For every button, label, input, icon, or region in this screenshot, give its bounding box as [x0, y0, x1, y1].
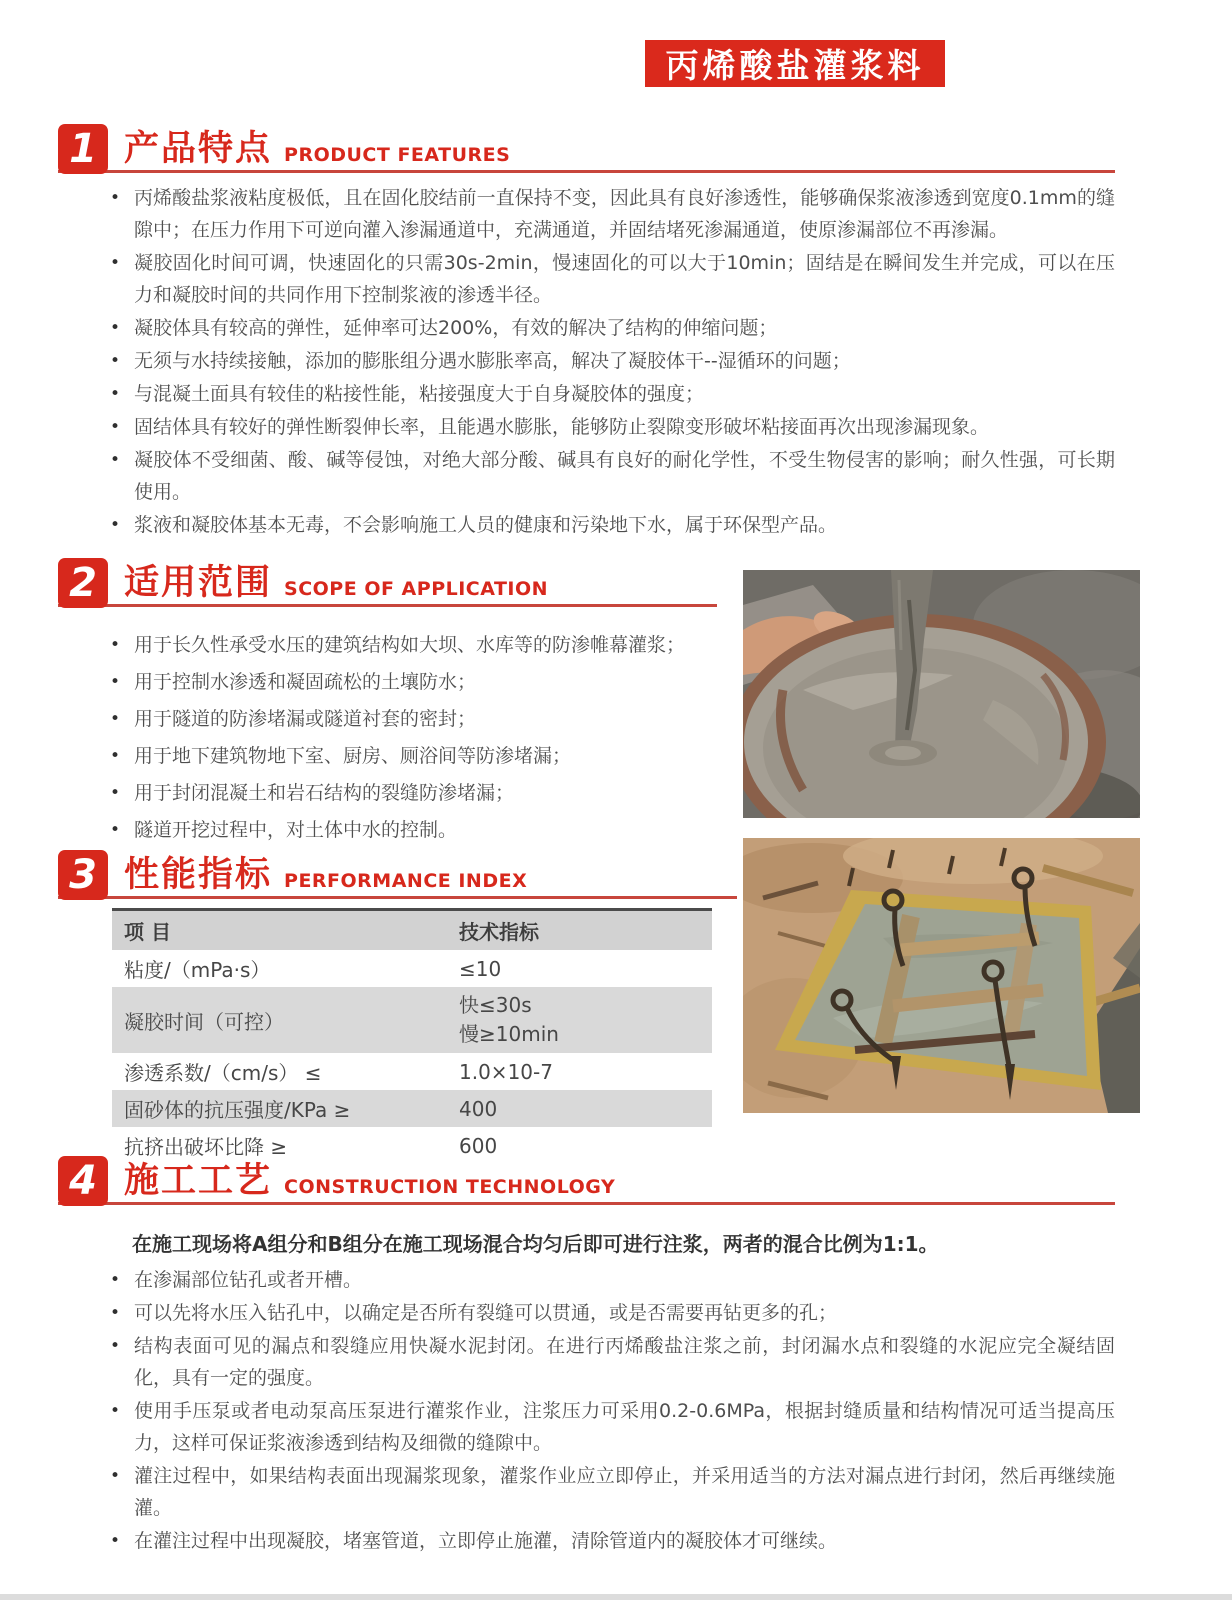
bullet-text: 固结体具有较好的弹性断裂伸长率，且能遇水膨胀，能够防止裂隙变形破坏粘接面再次出现渗漏现象。: [134, 416, 990, 438]
list-item: [110, 312, 1115, 344]
bullet-dot: •: [110, 709, 121, 729]
section-4-number-badge: 4: [58, 1156, 108, 1206]
list-item: [110, 411, 1115, 443]
cell-item: 凝胶时间（可控）: [124, 1009, 284, 1034]
section-2-number-badge: 2: [58, 558, 108, 608]
section-4-header: [58, 1156, 1115, 1205]
section-3-subtitle: PERFORMANCE INDEX: [284, 870, 528, 892]
cell-item: 抗挤出破坏比降 ≥: [124, 1135, 288, 1159]
cell-value: 600: [459, 1133, 498, 1158]
bullet-text: 凝胶固化时间可调，快速固化的只需30s-2min，慢速固化的可以大于10min；固结是在瞬间发生并完成，可以在压力和凝胶时间的共同作用下控制浆液的渗透半径。: [134, 252, 1115, 306]
bullet-dot: •: [110, 1531, 121, 1551]
cell-value: [447, 987, 712, 1053]
bullet-text: 凝胶体具有较高的弹性，延伸率可达200%，有效的解决了结构的伸缩问题；: [134, 317, 778, 339]
bullet-dot: •: [110, 1270, 121, 1290]
performance-table: [112, 908, 712, 1164]
cell-value-line: 快≤30s: [459, 993, 532, 1017]
bullet-dot: •: [110, 1303, 121, 1323]
cell-value: 400: [459, 1096, 498, 1121]
section-3-header: [58, 850, 737, 899]
section-4-bullet-list: [110, 1264, 1115, 1558]
bullet-dot: •: [110, 351, 121, 371]
list-item: [110, 1330, 1115, 1394]
list-item: [110, 1395, 1115, 1459]
table-header-item: 项 目: [112, 910, 447, 951]
bullet-dot: •: [110, 417, 121, 437]
section-4-title: 施工工艺: [124, 1161, 273, 1201]
section-3-number-badge: 3: [58, 850, 108, 900]
bullet-text: 用于封闭混凝土和岩石结构的裂缝防渗堵漏；: [134, 782, 515, 804]
list-item: [110, 345, 1115, 377]
title-banner: 丙烯酸盐灌浆料: [645, 40, 945, 87]
table-row: [112, 950, 712, 987]
bullet-dot: •: [110, 746, 121, 766]
list-item: [110, 628, 715, 662]
table-row: [112, 1090, 712, 1127]
bullet-text: 用于隧道的防渗堵漏或隧道衬套的密封；: [134, 708, 477, 730]
section-2-subtitle: SCOPE OF APPLICATION: [284, 578, 549, 600]
table-row: [112, 1053, 712, 1090]
section-1-bullet-list: [110, 182, 1115, 542]
grout-mixing-photo: [743, 570, 1140, 818]
bullet-text: 可以先将水压入钻孔中，以确定是否所有裂缝可以贯通，或是否需要再钻更多的孔；: [134, 1302, 838, 1324]
cell-value: 1.0×10-7: [459, 1059, 553, 1084]
section-1-number-badge: 1: [58, 124, 108, 174]
bullet-text: 灌注过程中，如果结构表面出现漏浆现象，灌浆作业应立即停止，并采用适当的方法对漏点进行封闭，然后再继续施灌。: [134, 1465, 1115, 1519]
bullet-dot: •: [110, 1401, 121, 1421]
bullet-text: 使用手压泵或者电动泵高压泵进行灌浆作业，注浆压力可采用0.2-0.6MPa，根据封缝质量和结构情况可适当提高压力，这样可保证浆液渗透到结构及细微的缝隙中。: [134, 1400, 1115, 1454]
bullet-text: 与混凝土面具有较佳的粘接性能，粘接强度大于自身凝胶体的强度；: [134, 383, 705, 405]
bullet-text: 凝胶体不受细菌、酸、碱等侵蚀，对绝大部分酸、碱具有良好的耐化学性，不受生物侵害的影响；耐久性强，可长期使用。: [134, 449, 1115, 503]
section-1-subtitle: PRODUCT FEATURES: [284, 144, 511, 166]
bullet-text: 无须与水持续接触，添加的膨胀组分遇水膨胀率高，解决了凝胶体干--湿循环的问题；: [134, 350, 851, 372]
bullet-dot: •: [110, 783, 121, 803]
table-header-row: [112, 910, 712, 951]
bullet-dot: •: [110, 820, 121, 840]
list-item: [110, 813, 715, 847]
table-header-index: 技术指标: [447, 910, 712, 951]
cell-item: 渗透系数/（cm/s） ≤: [124, 1061, 322, 1085]
list-item: [110, 509, 1115, 541]
list-item: [110, 378, 1115, 410]
bullet-dot: •: [110, 384, 121, 404]
list-item: [110, 702, 715, 736]
bullet-dot: •: [110, 253, 121, 273]
section-2-bullet-list: [110, 628, 715, 850]
bullet-dot: •: [110, 318, 121, 338]
bullet-text: 隧道开挖过程中，对土体中水的控制。: [134, 819, 458, 841]
list-item: [110, 1264, 1115, 1296]
section-4-intro: 在施工现场将A组分和B组分在施工现场混合均匀后即可进行注浆，两者的混合比例为1:1。: [132, 1232, 939, 1256]
section-4-subtitle: CONSTRUCTION TECHNOLOGY: [284, 1176, 616, 1198]
bullet-text: 浆液和凝胶体基本无毒，不会影响施工人员的健康和污染地下水，属于环保型产品。: [134, 514, 838, 536]
list-item: [110, 776, 715, 810]
bullet-text: 丙烯酸盐浆液粘度极低，且在固化胶结前一直保持不变，因此具有良好渗透性，能够确保浆液渗透到宽度0.1mm的缝隙中；在压力作用下可逆向灌入渗漏通道中，充满通道，并固结堵死渗漏通道，使原渗漏部位不再渗漏。: [134, 187, 1115, 241]
bullet-dot: •: [110, 450, 121, 470]
table-row: [112, 987, 712, 1053]
bullet-text: 结构表面可见的漏点和裂缝应用快凝水泥封闭。在进行丙烯酸盐注浆之前，封闭漏水点和裂缝的水泥应完全凝结固化，具有一定的强度。: [134, 1335, 1115, 1389]
list-item: [110, 665, 715, 699]
list-item: [110, 739, 715, 773]
formwork-grouting-photo: [743, 838, 1140, 1113]
bullet-text: 在灌注过程中出现凝胶，堵塞管道，立即停止施灌，清除管道内的凝胶体才可继续。: [134, 1530, 838, 1552]
grout-mixing-illustration: [743, 570, 1140, 818]
bullet-text: 用于长久性承受水压的建筑结构如大坝、水库等的防渗帷幕灌浆；: [134, 634, 686, 656]
cell-item: 粘度/（mPa·s）: [124, 958, 271, 982]
list-item: [110, 1460, 1115, 1524]
bullet-dot: •: [110, 1466, 121, 1486]
list-item: [110, 444, 1115, 508]
list-item: [110, 182, 1115, 246]
formwork-grouting-illustration: [743, 838, 1140, 1113]
section-2-header: [58, 558, 717, 607]
bullet-dot: •: [110, 188, 121, 208]
list-item: [110, 1525, 1115, 1557]
section-1-title: 产品特点: [124, 129, 273, 169]
section-2-title: 适用范围: [124, 563, 273, 603]
cell-value: ≤10: [459, 956, 502, 981]
cell-value-line: 慢≥10min: [459, 1022, 559, 1046]
bullet-text: 在渗漏部位钻孔或者开槽。: [134, 1269, 363, 1291]
bullet-dot: •: [110, 635, 121, 655]
section-1-header: [58, 124, 1115, 173]
list-item: [110, 247, 1115, 311]
bullet-dot: •: [110, 515, 121, 535]
section-3-title: 性能指标: [124, 855, 273, 895]
bullet-dot: •: [110, 1336, 121, 1356]
bullet-text: 用于地下建筑物地下室、厨房、厕浴间等防渗堵漏；: [134, 745, 572, 767]
page-bottom-strip: [0, 1594, 1232, 1600]
bullet-text: 用于控制水渗透和凝固疏松的土壤防水；: [134, 671, 477, 693]
list-item: [110, 1297, 1115, 1329]
bullet-dot: •: [110, 672, 121, 692]
cell-item: 固砂体的抗压强度/KPa ≥: [124, 1098, 351, 1122]
